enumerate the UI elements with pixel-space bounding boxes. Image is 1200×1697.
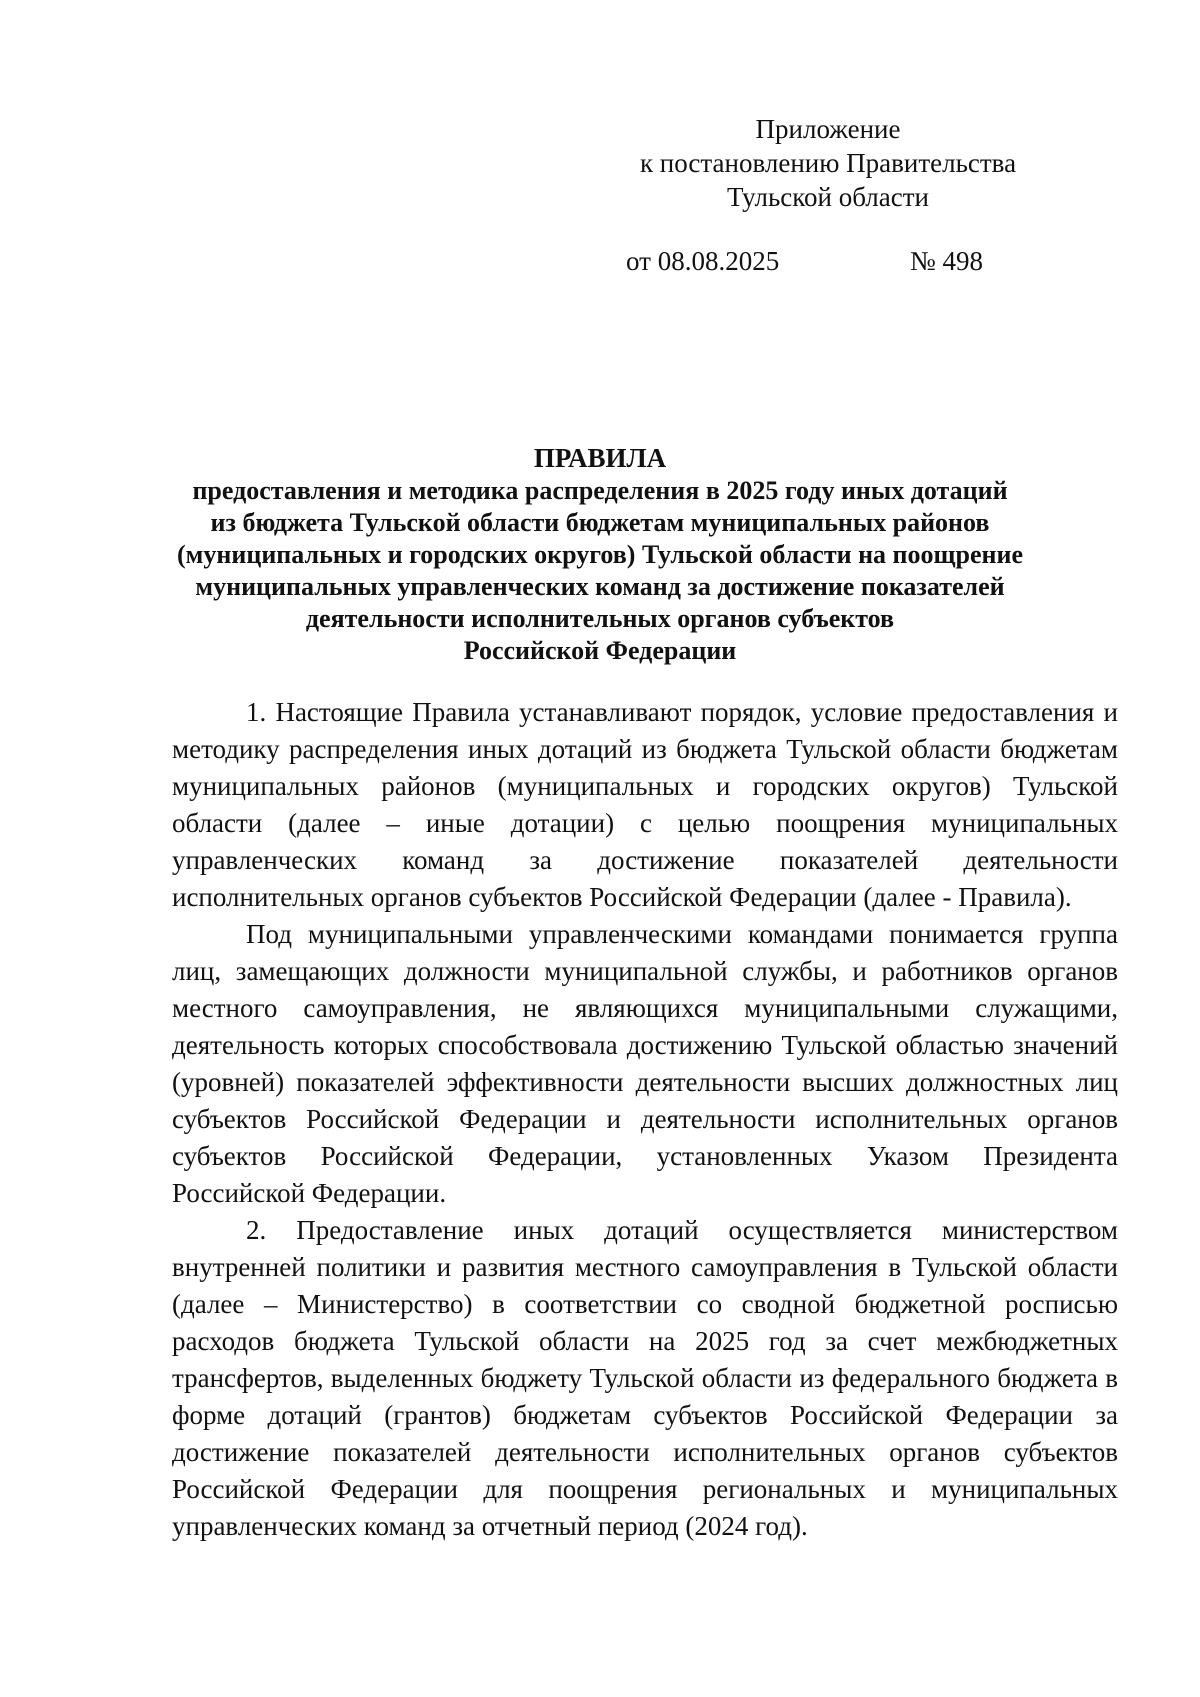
title-line: из бюджета Тульской области бюджетам муниципальных районов bbox=[210, 508, 990, 537]
title-line: Российской Федерации bbox=[463, 636, 737, 665]
appendix-label: Приложение bbox=[755, 114, 901, 144]
decree-date: от 08.08.2025 bbox=[626, 246, 780, 276]
document-body bbox=[172, 694, 1118, 1545]
paragraph-definition: Под муниципальными управленческими командами понимается группа лиц, замещающих должности муниципальной службы, и работников органов местного самоуправления, не являющихся муниципальными служащими, деятельность которых способствовала достижению Тульской областью значений (уровней) показателей эффективности деятельности высших должностных лиц субъектов Российской Федерации и деятельности исполнительных органов субъектов Российской Федерации, установленных Указом Президента Российской Федерации. bbox=[172, 919, 1118, 1208]
decree-number: № 498 bbox=[910, 246, 984, 276]
title-line: (муниципальных и городских округов) Тульской области на поощрение bbox=[177, 540, 1023, 569]
appendix-region-line: Тульской области bbox=[727, 182, 929, 212]
appendix-header bbox=[620, 112, 1036, 214]
document-title: ПРАВИЛА bbox=[533, 443, 667, 473]
title-line: деятельности исполнительных органов субъектов bbox=[305, 604, 895, 633]
paragraph-1: 1. Настоящие Правила устанавливают порядок, условие предоставления и методику распределения иных дотаций из бюджета Тульской области бюджетам муниципальных районов (муниципальных и городских округов) Тульской области (далее – иные дотации) с целью поощрения муниципальных управленческих команд за достижение показателей деятельности исполнительных органов субъектов Российской Федерации (далее - Правила). bbox=[172, 697, 1118, 912]
paragraph-2: 2. Предоставление иных дотаций осуществляется министерством внутренней политики и развития местного самоуправления в Тульской области (далее – Министерство) в соответствии со сводной бюджетной росписью расходов бюджета Тульской области на 2025 год за счет межбюджетных трансфертов, выделенных бюджету Тульской области из федерального бюджета в форме дотаций (грантов) бюджетам субъектов Российской Федерации за достижение показателей деятельности исполнительных органов субъектов Российской Федерации для поощрения региональных и муниципальных управленческих команд за отчетный период (2024 год). bbox=[172, 1215, 1118, 1541]
document-title-block bbox=[150, 442, 1050, 667]
title-line: предоставления и методика распределения в 2025 году иных дотаций bbox=[192, 476, 1008, 505]
title-line: муниципальных управленческих команд за достижение показателей bbox=[195, 572, 1005, 601]
appendix-decree-line: к постановлению Правительства bbox=[639, 148, 1017, 178]
